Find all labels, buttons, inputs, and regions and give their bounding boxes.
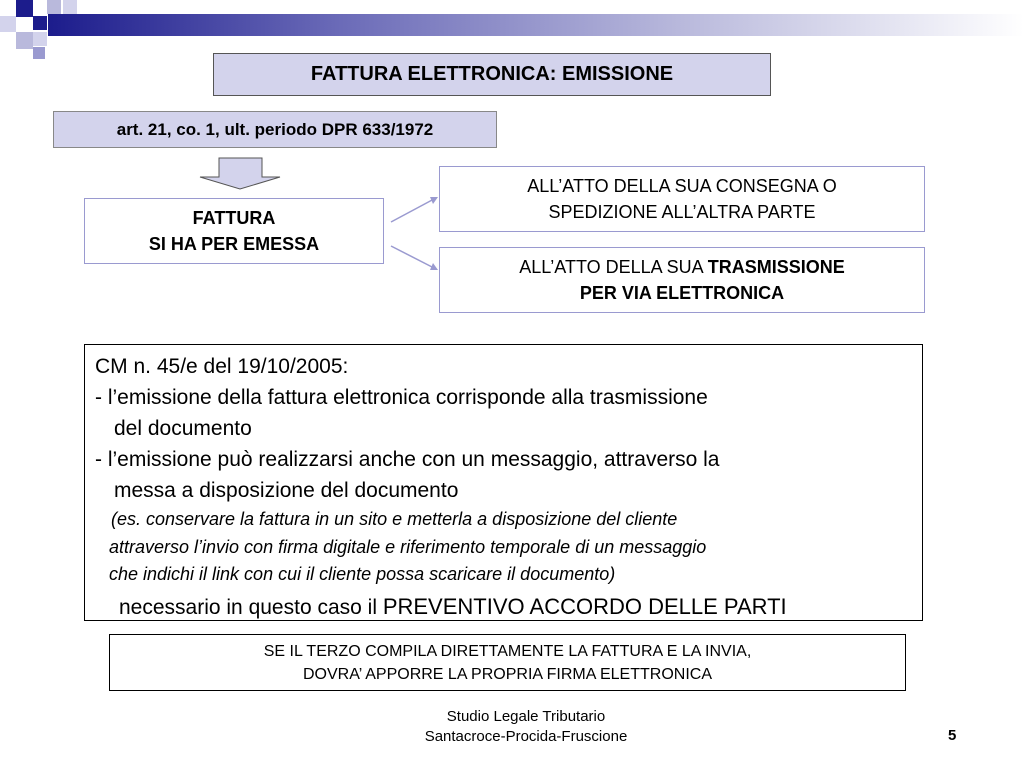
footer-line-2: Santacroce-Procida-Fruscione: [424, 728, 628, 745]
note-line-2: DOVRA’ APPORRE LA PROPRIA FIRMA ELETTRONICA: [303, 665, 712, 683]
example-line-2: attraverso l’invio con firma digitale e riferimento temporale di un messaggio: [109, 536, 707, 557]
trasmissione-line-1-bold: TRASMISSIONE: [707, 257, 845, 277]
conclusion-prefix: necessario in questo caso il: [119, 595, 383, 619]
circular-heading: CM n. 45/e del 19/10/2005:: [95, 355, 349, 378]
fattura-emessa-box: [84, 198, 384, 264]
page-number: 5: [948, 727, 957, 744]
note-line-1: SE IL TERZO COMPILA DIRETTAMENTE LA FATTURA E LA INVIA,: [263, 642, 752, 660]
option-consegna-box: [439, 166, 925, 232]
conclusion-caps: PREVENTIVO ACCORDO DELLE PARTI: [382, 593, 787, 619]
bullet-2-line-2: messa a disposizione del documento: [114, 479, 459, 502]
trasmissione-line-2: PER VIA ELETTRONICA: [579, 283, 785, 303]
footer-line-1: Studio Legale Tributario: [446, 708, 606, 725]
consegna-line-1: ALL’ATTO DELLA SUA CONSEGNA O: [527, 176, 837, 196]
slide-title-text: FATTURA ELETTRONICA: EMISSIONE: [310, 63, 674, 85]
bullet-2-line-1: - l’emissione può realizzarsi anche con un messaggio, attraverso la: [95, 448, 720, 471]
fattura-line-1: FATTURA: [192, 208, 276, 228]
example-line-1: (es. conservare la fattura in un sito e metterla a disposizione del cliente: [111, 509, 678, 529]
fattura-line-2: SI HA PER EMESSA: [148, 234, 320, 254]
conclusion-line: [95, 591, 912, 623]
bullet-1-line-2: del documento: [114, 417, 252, 440]
circular-explanation-box: [84, 344, 923, 621]
down-arrow-icon: [200, 158, 280, 189]
consegna-line-2: SPEDIZIONE ALL’ALTRA PARTE: [548, 202, 816, 222]
arrow-to-trasmissione-icon: [391, 246, 438, 270]
law-reference-text: art. 21, co. 1, ult. periodo DPR 633/1972: [116, 119, 434, 139]
trasmissione-line-1-normal: ALL’ATTO DELLA SUA: [519, 257, 708, 277]
arrow-to-consegna-icon: [391, 197, 438, 222]
trasmissione-line-1: [519, 254, 844, 280]
example-line-3: che indichi il link con cui il cliente possa scaricare il documento): [109, 564, 616, 584]
option-trasmissione-box: [439, 247, 925, 313]
third-party-note-box: [109, 634, 906, 691]
footer: [376, 707, 676, 747]
bullet-1-line-1: - l’emissione della fattura elettronica corrisponde alla trasmissione: [95, 386, 708, 409]
